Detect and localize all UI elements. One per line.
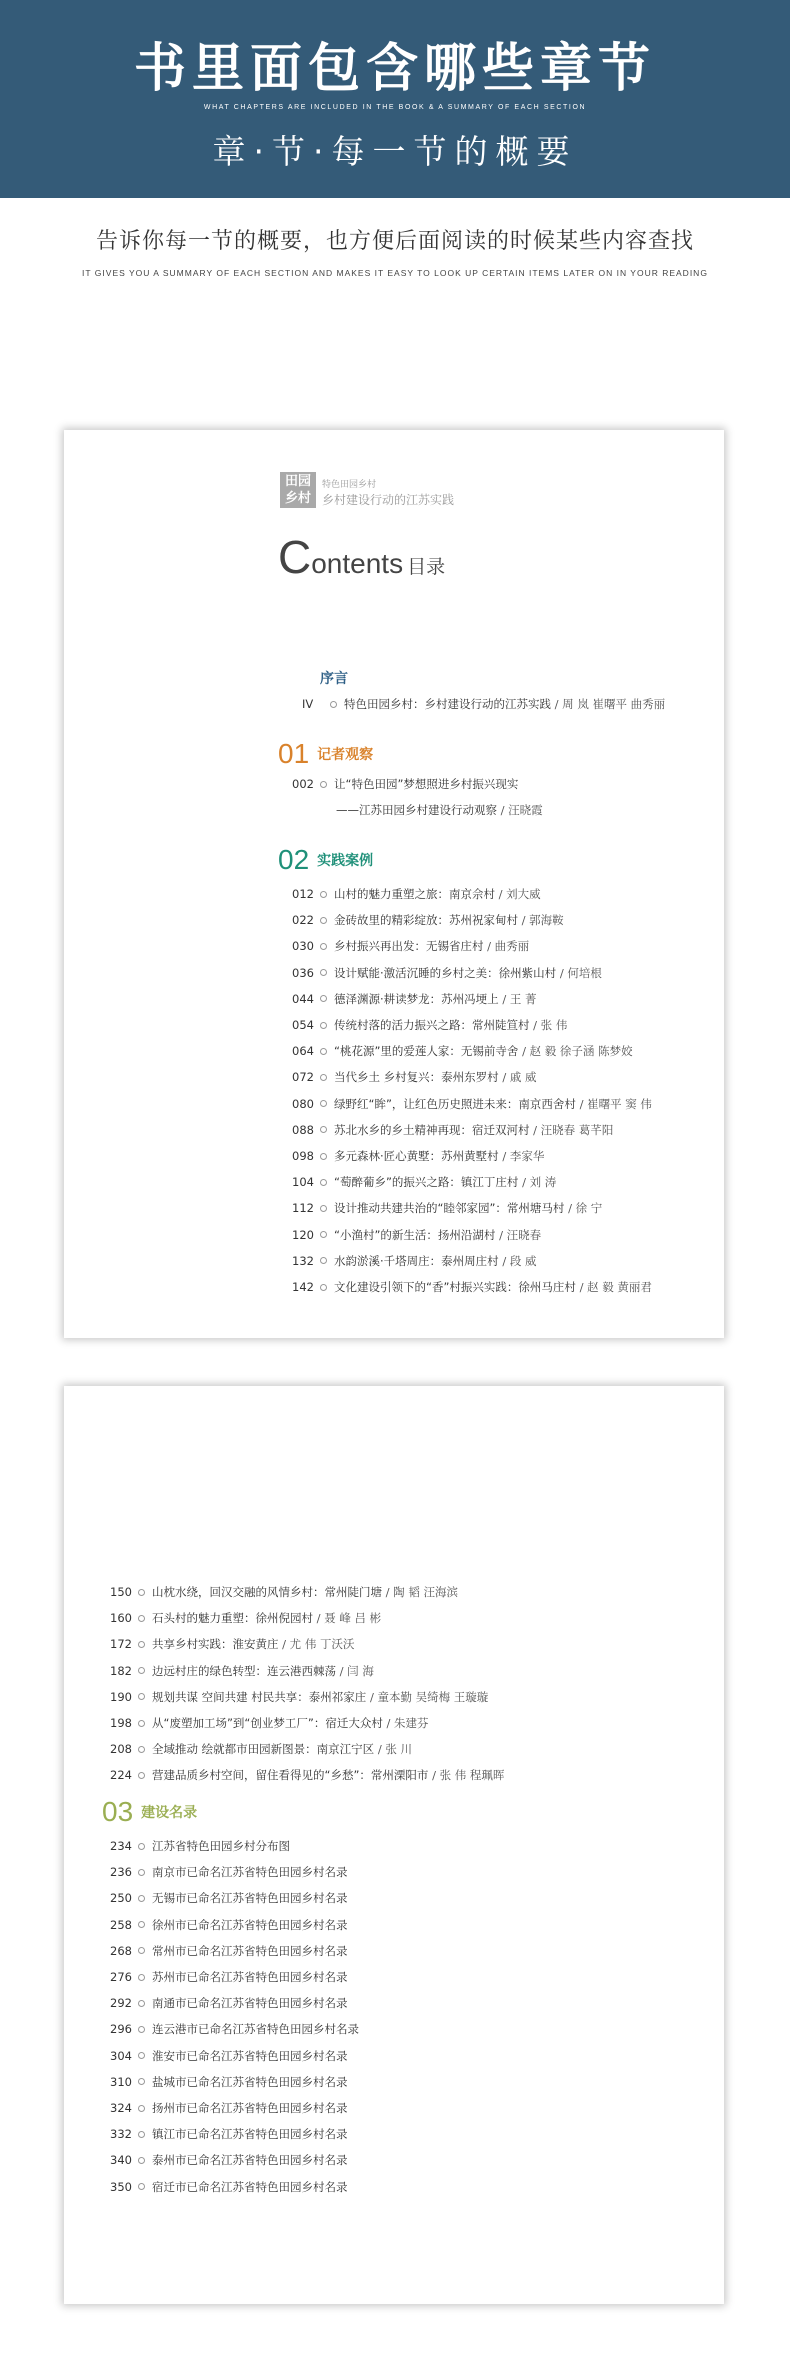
toc-entry[interactable] (110, 1917, 348, 1933)
bullet-icon (320, 1126, 327, 1133)
entry-title: 南通市已命名江苏省特色田园乡村名录 (152, 1996, 348, 2011)
entry-author: / 陶 韬 汪海滨 (385, 1585, 458, 1599)
toc-entry[interactable] (292, 1017, 567, 1033)
entry-page: 030 (292, 939, 314, 954)
entry-page: 150 (110, 1585, 132, 1599)
bullet-icon (320, 1284, 327, 1291)
entry-page: 292 (110, 1996, 132, 2011)
entry-title: 特色田园乡村：乡村建设行动的江苏实践 (344, 697, 551, 711)
bullet-icon (138, 1947, 145, 1954)
entry-page: 044 (292, 991, 314, 1006)
entry-title: 镇江市已命名江苏省特色田园乡村名录 (152, 2127, 348, 2142)
entry-page: 160 (110, 1611, 132, 1626)
bullet-icon (320, 1074, 327, 1081)
toc-entry[interactable] (292, 1148, 544, 1164)
entry-page: 072 (292, 1070, 314, 1085)
entry-author: / 朱建芬 (386, 1716, 429, 1730)
toc-page-2 (64, 1386, 724, 2304)
bullet-icon (138, 1589, 145, 1596)
toc-entry[interactable] (110, 2179, 348, 2195)
bullet-icon (138, 1667, 145, 1674)
entry-page: 350 (110, 2179, 132, 2194)
entry-title: 让“特色田园”梦想照进乡村振兴现实 (334, 777, 519, 791)
toc-entry[interactable] (292, 912, 564, 928)
entry-title: 共享乡村实践：淮安黄庄 (152, 1637, 279, 1652)
toc-entry[interactable] (110, 1943, 348, 1959)
header-banner (0, 0, 790, 198)
entry-page: 182 (110, 1663, 132, 1678)
entry-title: 泰州市已命名江苏省特色田园乡村名录 (152, 2153, 348, 2168)
toc-entry[interactable] (110, 1995, 348, 2011)
bullet-icon (138, 2157, 145, 2164)
entry-title: 规划共谋 空间共建 村民共享：泰州祁家庄 (152, 1689, 367, 1704)
bullet-icon (320, 1231, 327, 1238)
entry-page: 332 (110, 2127, 132, 2142)
contents-word: ontents (311, 548, 404, 579)
logo-line-1: 田园 (284, 474, 311, 489)
entry-page: 012 (292, 887, 314, 901)
book-series-label: 特色田园乡村 (322, 480, 377, 490)
entry-title: 江苏省特色田园乡村分布图 (152, 1839, 290, 1853)
toc-entry[interactable] (110, 1663, 374, 1679)
bullet-icon (320, 1153, 327, 1160)
entry-page: 324 (110, 2101, 132, 2115)
bullet-icon (138, 2000, 145, 2007)
toc-entry[interactable] (110, 2100, 348, 2116)
toc-entry[interactable] (292, 1200, 602, 1216)
entry-title: 从“废塑加工场”到“创业梦工厂”：宿迁大众村 (152, 1716, 383, 1730)
entry-page: 234 (110, 1839, 132, 1853)
toc-entry[interactable] (292, 886, 541, 902)
entry-author: / 张 川 (377, 1742, 412, 1757)
bullet-icon (138, 2183, 145, 2190)
entry-page: 036 (292, 965, 314, 980)
entry-page: 054 (292, 1018, 314, 1032)
toc-entry[interactable] (292, 1122, 613, 1138)
bullet-icon (320, 1022, 327, 1029)
bullet-icon (320, 781, 327, 788)
logo-line-2: 乡村 (284, 491, 311, 506)
entry-author: / 郭海鞍 (521, 913, 564, 928)
banner-subtitle-en: WHAT CHAPTERS ARE INCLUDED IN THE BOOK & A SUMMARY OF EACH SECTION (203, 104, 587, 111)
section-03-heading (102, 1796, 197, 1828)
toc-entry[interactable] (292, 1043, 633, 1059)
entry-title: 营建品质乡村空间，留住看得见的“乡愁”：常州溧阳市 (152, 1768, 429, 1783)
entry-title: 宿迁市已命名江苏省特色田园乡村名录 (152, 2179, 348, 2194)
entry-title: 石头村的魅力重塑：徐州倪园村 (152, 1611, 313, 1626)
toc-entry[interactable] (110, 1610, 381, 1626)
toc-page-1 (64, 430, 724, 1338)
bullet-icon (138, 2078, 145, 2085)
entry-title: 德泽渊源·耕读梦龙：苏州冯埂上 (334, 991, 499, 1006)
toc-entry[interactable] (292, 1227, 541, 1243)
entry-title: 山枕水绕，回汉交融的风情乡村：常州陡门塘 (152, 1585, 382, 1599)
entry-author: / 赵 毅 黄丽君 (579, 1280, 652, 1294)
entry-title: 淮安市已命名江苏省特色田园乡村名录 (152, 2048, 348, 2063)
toc-entry[interactable] (292, 776, 518, 792)
entry-title: 山村的魅力重塑之旅：南京佘村 (334, 887, 495, 901)
entry-title: 设计推动共建共治的“睦邻家园”：常州塘马村 (334, 1201, 565, 1216)
bullet-icon (138, 1772, 145, 1779)
contents-heading (278, 530, 445, 584)
toc-entry[interactable] (110, 2074, 348, 2090)
bullet-icon (138, 1746, 145, 1753)
entry-author: / 李家华 (502, 1149, 545, 1163)
toc-entry[interactable] (110, 1890, 348, 1906)
entry-title: 全域推动 绘就都市田园新图景：南京江宁区 (152, 1742, 375, 1757)
bullet-icon (320, 1257, 327, 1264)
toc-entry[interactable] (110, 1969, 348, 1985)
entry-page: 208 (110, 1742, 132, 1757)
bullet-icon (320, 917, 327, 924)
toc-entry[interactable] (292, 991, 537, 1007)
toc-entry[interactable] (292, 1279, 652, 1295)
entry-page: 340 (110, 2153, 132, 2168)
bullet-icon (138, 1641, 145, 1648)
bullet-icon (138, 2026, 145, 2033)
toc-entry[interactable] (110, 1741, 412, 1757)
entry-title: 盐城市已命名江苏省特色田园乡村名录 (152, 2074, 348, 2089)
bullet-icon (138, 1720, 145, 1727)
bullet-icon (320, 1100, 327, 1107)
toc-entry[interactable] (110, 2021, 359, 2037)
entry-title: “小渔村”的新生活：扬州沿湖村 (334, 1227, 496, 1242)
entry-author: / 童本勤 吴绮梅 王璇璇 (369, 1689, 489, 1704)
bullet-icon (320, 891, 327, 898)
entry-page: 190 (110, 1689, 132, 1704)
entry-page: 120 (292, 1227, 314, 1242)
toc-entry[interactable] (110, 2126, 348, 2142)
toc-entry[interactable] (110, 1838, 290, 1854)
entry-page: 172 (110, 1637, 132, 1652)
entry-page: 236 (110, 1865, 132, 1880)
entry-author: / 汪晓春 葛芊阳 (533, 1122, 614, 1137)
entry-page: IV (302, 697, 314, 711)
entry-title: ——江苏田园乡村建设行动观察 (336, 803, 497, 817)
entry-title: 徐州市已命名江苏省特色田园乡村名录 (152, 1917, 348, 1932)
entry-page: 304 (110, 2048, 132, 2063)
entry-page: 268 (110, 1943, 132, 1958)
section-title: 建设名录 (141, 1805, 198, 1821)
book-subtitle: 乡村建设行动的江苏实践 (322, 493, 455, 507)
entry-title: 多元森林·匠心黄墅：苏州黄墅村 (334, 1149, 499, 1163)
entry-title: 当代乡土 乡村复兴：泰州东罗村 (334, 1070, 499, 1085)
entry-page: 132 (292, 1253, 314, 1268)
entry-author: / 赵 毅 徐子涵 陈梦姣 (522, 1044, 633, 1059)
entry-author: / 段 威 (502, 1253, 537, 1268)
section-title: 实践案例 (317, 853, 374, 869)
entry-page: 022 (292, 913, 314, 928)
entry-title: 文化建设引领下的“香”村振兴实践：徐州马庄村 (334, 1280, 576, 1294)
entry-page: 080 (292, 1096, 314, 1111)
bullet-icon (330, 701, 337, 708)
entry-title: 连云港市已命名江苏省特色田园乡村名录 (152, 2022, 359, 2037)
entry-title: 常州市已命名江苏省特色田园乡村名录 (152, 1943, 348, 1958)
entry-page: 224 (110, 1768, 132, 1783)
book-logo (280, 472, 316, 508)
entry-title: 南京市已命名江苏省特色田园乡村名录 (152, 1865, 348, 1880)
entry-title: 边远村庄的绿色转型：连云港西棘荡 (152, 1663, 336, 1678)
entry-author: / 刘 涛 (522, 1175, 557, 1190)
toc-entry[interactable] (110, 1864, 348, 1880)
entry-author: / 徐 宁 (568, 1201, 603, 1216)
entry-page: 258 (110, 1917, 132, 1932)
toc-entry[interactable] (302, 696, 665, 712)
entry-author: / 张 伟 (533, 1018, 568, 1032)
intro-text-en: IT GIVES YOU A SUMMARY OF EACH SECTION AND MAKES IT EASY TO LOOK UP CERTAIN ITEMS LATER ON IN YOUR READING (82, 268, 708, 278)
bullet-icon (138, 1615, 145, 1622)
entry-page: 098 (292, 1149, 314, 1163)
entry-page: 250 (110, 1891, 132, 1906)
banner-subtitle-cn: 章·节·每一节的概要 (212, 132, 578, 171)
bullet-icon (138, 2052, 145, 2059)
entry-author: / 聂 峰 吕 彬 (316, 1611, 382, 1626)
contents-initial: C (278, 531, 312, 583)
bullet-icon (320, 1179, 327, 1186)
entry-title: “萄醉葡乡”的振兴之路：镇江丁庄村 (334, 1175, 519, 1190)
bullet-icon (138, 1895, 145, 1902)
bullet-icon (320, 995, 327, 1002)
section-number: 01 (278, 738, 310, 769)
toc-entry[interactable] (292, 1253, 537, 1269)
entry-author: / 张 伟 程珮晖 (432, 1768, 505, 1783)
toc-entry[interactable] (110, 2152, 348, 2168)
entry-title: 金砖故里的精彩绽放：苏州祝家甸村 (334, 913, 518, 928)
bullet-icon (138, 1974, 145, 1981)
toc-entry[interactable] (292, 938, 529, 954)
toc-entry[interactable] (110, 2048, 348, 2064)
toc-entry[interactable] (110, 1767, 504, 1783)
bullet-icon (320, 1205, 327, 1212)
preface-title: 序言 (320, 671, 348, 687)
entry-page: 002 (292, 777, 314, 791)
entry-title: 设计赋能·激活沉睡的乡村之美：徐州紫山村 (334, 965, 557, 980)
entry-title: 乡村振兴再出发：无锡省庄村 (334, 939, 484, 954)
entry-page: 142 (292, 1280, 314, 1294)
bullet-icon (138, 1921, 145, 1928)
toc-entry[interactable] (292, 1069, 537, 1085)
entry-author: / 汪晓霞 (500, 803, 543, 817)
entry-author: / 戚 威 (502, 1070, 537, 1085)
entry-author: / 曲秀丽 (487, 939, 530, 954)
entry-page: 064 (292, 1044, 314, 1059)
section-number: 02 (278, 844, 310, 875)
entry-title: 水韵淤溪·千塔周庄：泰州周庄村 (334, 1253, 499, 1268)
section-number: 03 (102, 1796, 134, 1827)
entry-author: / 刘大威 (498, 887, 541, 901)
banner-title: 书里面包含哪些章节 (133, 38, 656, 99)
bullet-icon (320, 943, 327, 950)
toc-entry[interactable] (110, 1636, 355, 1652)
entry-title: 扬州市已命名江苏省特色田园乡村名录 (152, 2101, 348, 2115)
entry-page: 104 (292, 1175, 314, 1190)
entry-page: 296 (110, 2022, 132, 2037)
entry-page: 310 (110, 2074, 132, 2089)
section-title: 记者观察 (317, 747, 374, 763)
entry-page: 112 (292, 1201, 314, 1216)
entry-title: 苏州市已命名江苏省特色田园乡村名录 (152, 1970, 348, 1984)
bullet-icon (320, 1048, 327, 1055)
toc-entry[interactable] (110, 1715, 429, 1731)
entry-author: / 何培根 (559, 965, 602, 980)
entry-author: / 王 菁 (502, 991, 537, 1006)
entry-title: 苏北水乡的乡土精神再现：宿迁双河村 (334, 1122, 530, 1137)
bullet-icon (138, 1869, 145, 1876)
entry-title: 传统村落的活力振兴之路：常州陡笪村 (334, 1018, 530, 1032)
bullet-icon (138, 2131, 145, 2138)
bullet-icon (320, 969, 327, 976)
entry-author: / 尤 伟 丁沃沃 (282, 1637, 355, 1652)
section-02-heading (278, 844, 373, 876)
entry-author: / 汪晓春 (499, 1227, 542, 1242)
intro-text-cn: 告诉你每一节的概要，也方便后面阅读的时候某些内容查找 (95, 229, 694, 254)
toc-entry[interactable] (110, 1689, 488, 1705)
bullet-icon (138, 2105, 145, 2112)
toc-entry[interactable] (292, 1096, 652, 1112)
bullet-icon (138, 1843, 145, 1850)
entry-title: 绿野红“眸”，让红色历史照进未来：南京西舍村 (334, 1096, 576, 1111)
toc-entry[interactable] (110, 1584, 458, 1600)
entry-page: 198 (110, 1716, 132, 1730)
entry-page: 088 (292, 1122, 314, 1137)
entry-author: / 闫 海 (339, 1663, 374, 1678)
entry-title: 无锡市已命名江苏省特色田园乡村名录 (152, 1891, 348, 1906)
bullet-icon (138, 1693, 145, 1700)
entry-author: / 崔曙平 窦 伟 (579, 1096, 652, 1111)
toc-entry[interactable] (292, 1174, 556, 1190)
contents-cn: 目录 (407, 556, 446, 578)
entry-author: / 周 岚 崔曙平 曲秀丽 (554, 697, 666, 711)
toc-entry[interactable] (336, 802, 543, 818)
toc-entry[interactable] (292, 965, 602, 981)
section-01-heading (278, 738, 373, 770)
entry-page: 276 (110, 1970, 132, 1984)
entry-title: “桃花源”里的爱莲人家：无锡前寺舍 (334, 1044, 519, 1059)
